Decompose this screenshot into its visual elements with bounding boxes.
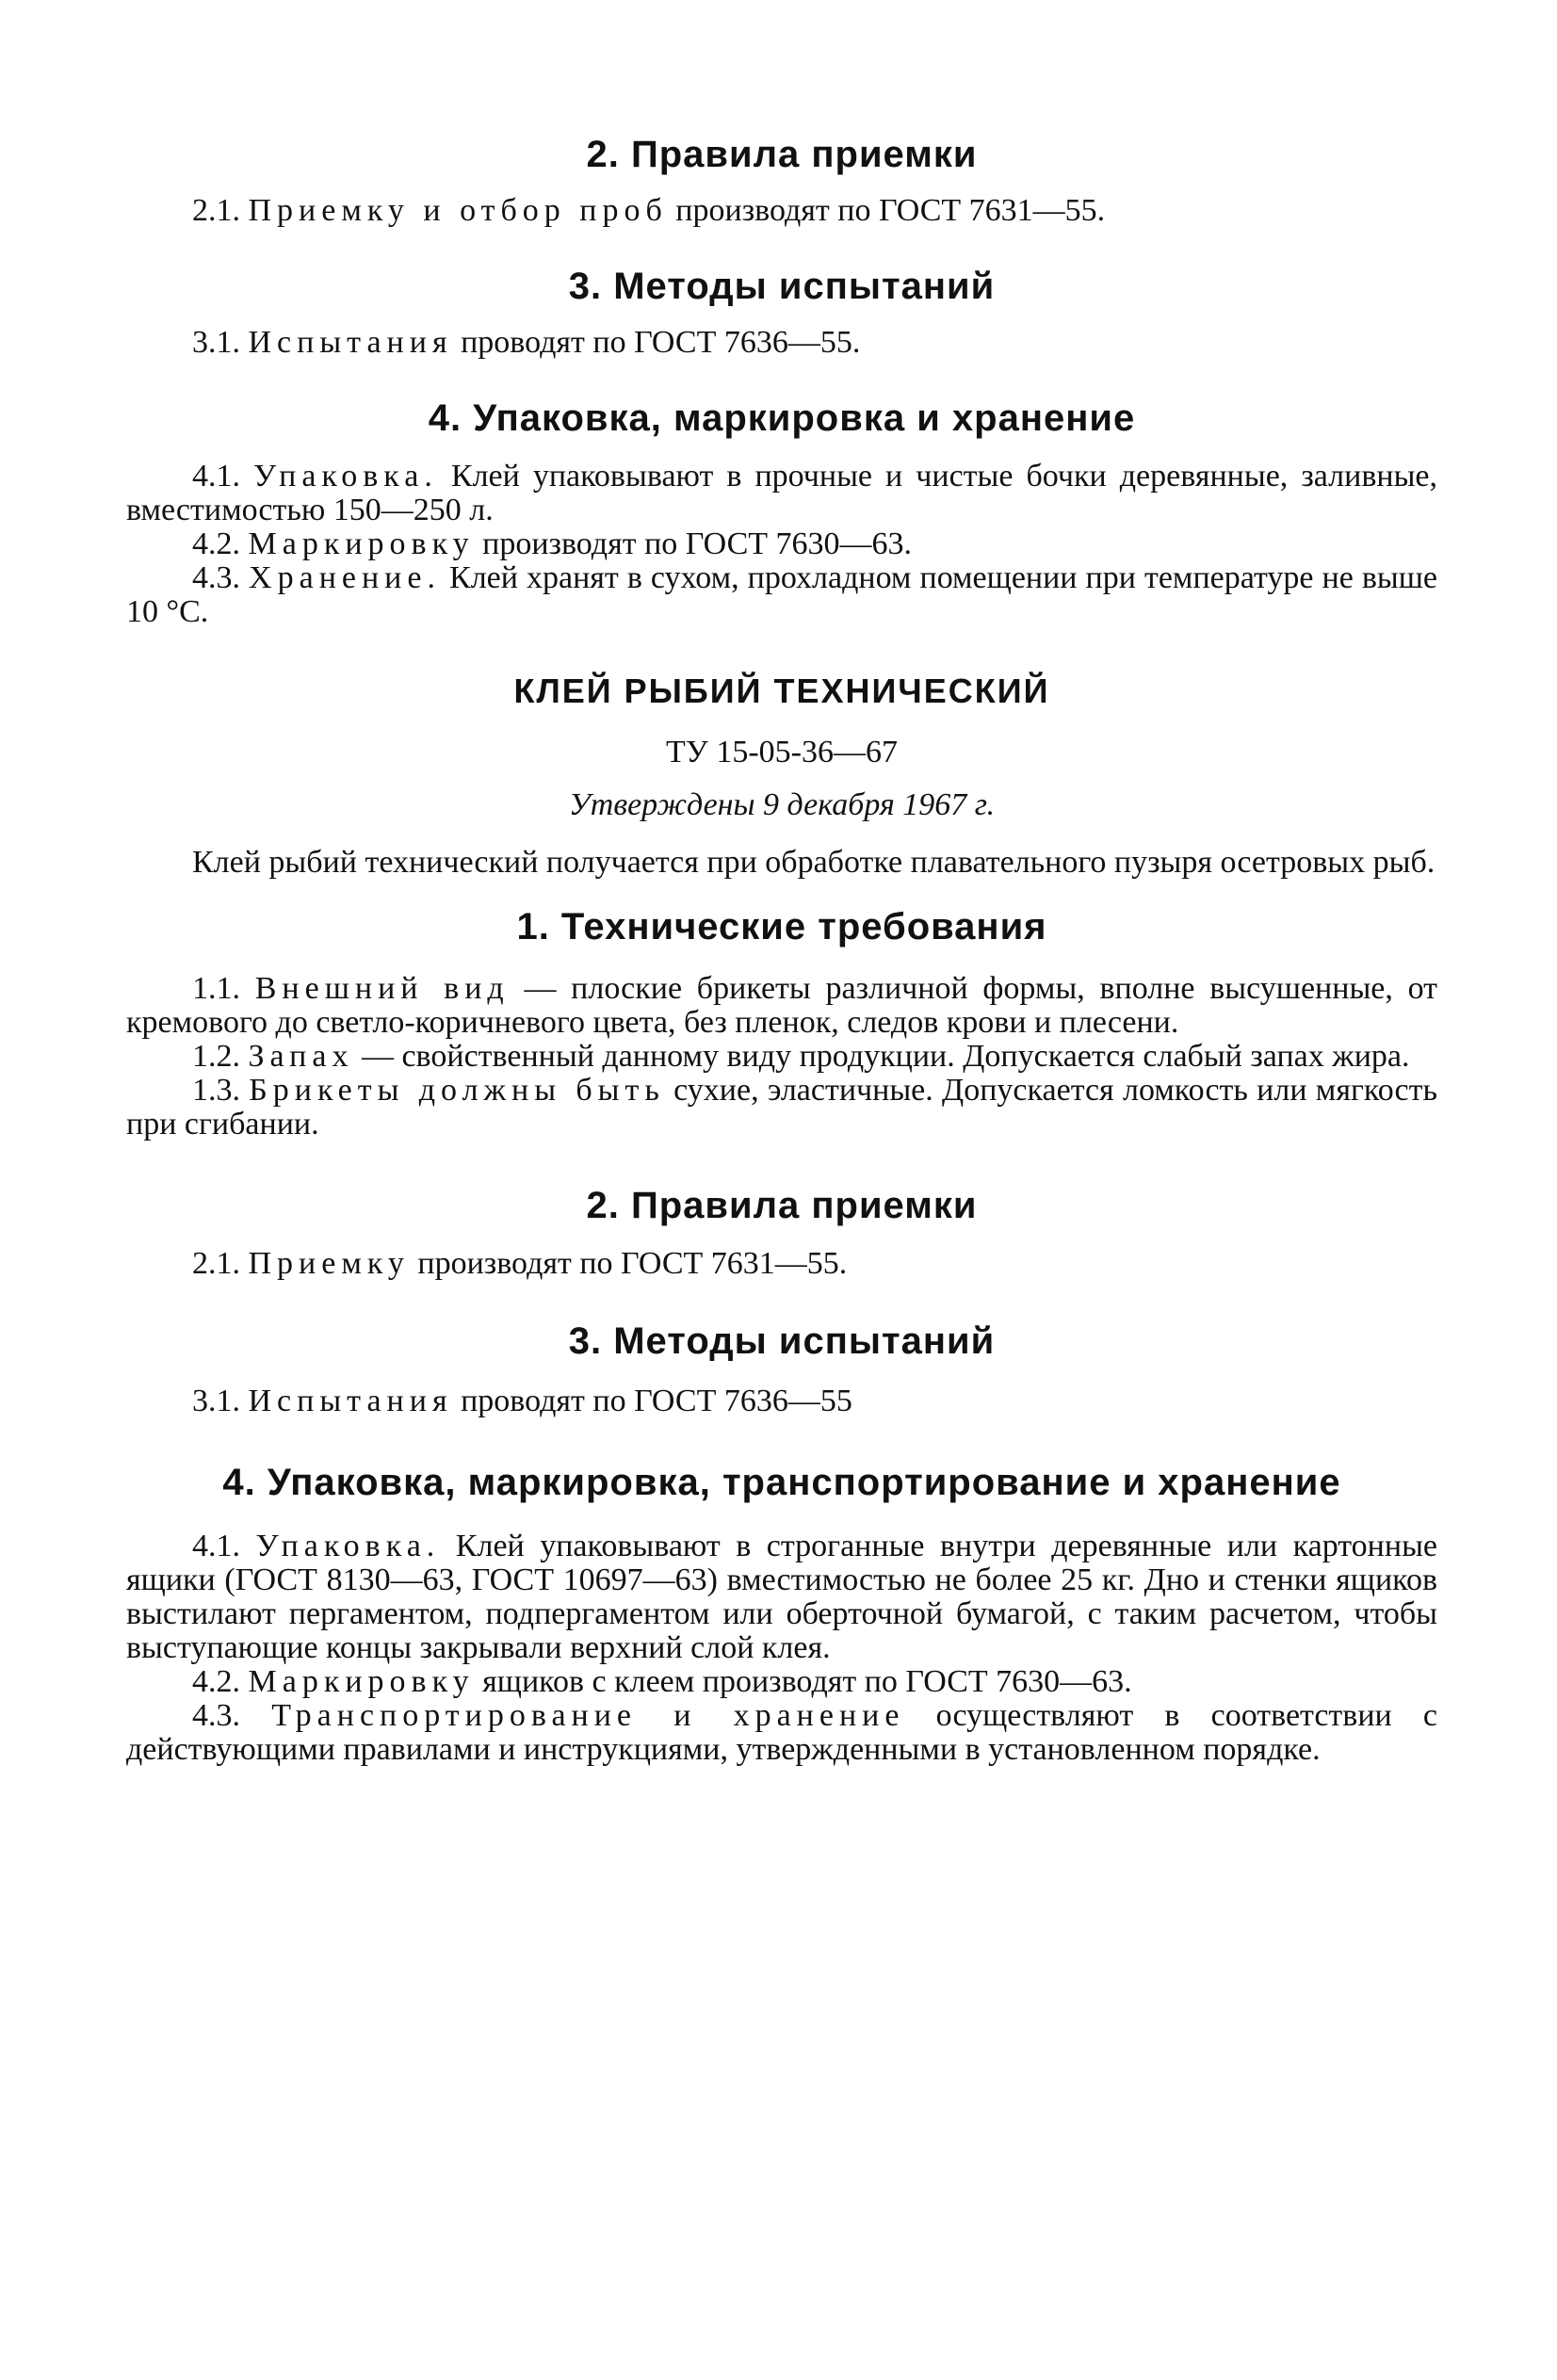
paragraph	[126, 326, 1437, 360]
paragraph-text: осуществляют в соответствии с действующими правилами и инструкциями, утвержденными в установленном порядке.	[126, 1698, 1437, 1767]
section-heading: 3. Методы испытаний	[568, 266, 996, 307]
paragraph-text: ящиков с клеем производят по ГОСТ 7630—63.	[474, 1664, 1132, 1699]
paragraph	[126, 194, 1437, 228]
paragraph	[126, 1040, 1437, 1074]
section-heading: 2. Правила приемки	[586, 134, 978, 175]
paragraph-text: сухие, эластичные. Допускается ломкость или мягкость при сгибании.	[126, 1073, 1437, 1141]
paragraph	[126, 1665, 1437, 1699]
paragraph-text: Клей хранят в сухом, прохладном помещении при температуре не выше 10 °С.	[126, 560, 1437, 629]
paragraph	[126, 1530, 1437, 1665]
section-heading: 3. Методы испытаний	[568, 1320, 996, 1362]
paragraph-number: 1.2.	[192, 1039, 240, 1074]
product-title: КЛЕЙ РЫБИЙ ТЕХНИЧЕСКИЙ	[513, 672, 1050, 710]
paragraph	[126, 972, 1437, 1040]
paragraph-term: Запах	[248, 1039, 354, 1074]
paragraph-number: 4.1.	[192, 1529, 240, 1563]
paragraph-number: 3.1.	[192, 325, 240, 360]
paragraph-term: Упаковка.	[253, 459, 438, 494]
paragraph-text: проводят по ГОСТ 7636—55.	[452, 325, 861, 360]
paragraph-number: 4.3.	[192, 1698, 240, 1733]
paragraph-text: производят по ГОСТ 7630—63.	[474, 526, 913, 561]
paragraph-term: Испытания	[248, 325, 453, 360]
paragraph-number: 3.1.	[192, 1384, 240, 1418]
paragraph-number: 1.1.	[192, 971, 240, 1006]
paragraph-term: Упаковка.	[255, 1529, 441, 1563]
paragraph	[126, 527, 1437, 561]
paragraph-term: Приемку	[248, 1246, 410, 1281]
paragraph-term: Маркировку	[248, 526, 475, 561]
paragraph	[126, 1247, 1437, 1281]
paragraph-term: Брикеты должны быть	[249, 1073, 665, 1108]
spec-code: ТУ 15-05-36—67	[666, 735, 898, 769]
paragraph-text: производят по ГОСТ 7631—55.	[409, 1246, 848, 1281]
paragraph-term: Транспортирование и хранение	[271, 1698, 905, 1733]
paragraph	[126, 460, 1437, 527]
paragraph-term: Приемку и отбор проб	[248, 193, 668, 228]
paragraph-text: — свойственный данному виду продукции. Допускается слабый запах жира.	[353, 1039, 1410, 1074]
paragraph-number: 2.1.	[192, 193, 240, 228]
section-heading: 2. Правила приемки	[586, 1185, 978, 1226]
paragraph	[126, 561, 1437, 629]
paragraph-text: Клей упаковывают в прочные и чистые бочки деревянные, заливные, вместимостью 150—250 л.	[126, 459, 1438, 527]
paragraph-number: 4.1.	[192, 459, 240, 494]
section-heading: 1. Технические требования	[516, 906, 1047, 947]
paragraph-text: производят по ГОСТ 7631—55.	[667, 193, 1106, 228]
paragraph-number: 2.1.	[192, 1246, 240, 1281]
paragraph-text: — плоские брикеты различной формы, вполне высушенные, от кремового до светло-коричневого цвета, без пленок, следов крови и плесени.	[126, 971, 1438, 1040]
paragraph-number: 4.3.	[192, 560, 240, 595]
paragraph-term: Испытания	[248, 1384, 453, 1418]
paragraph-term: Хранение.	[249, 560, 441, 595]
paragraph-number: 4.2.	[192, 1664, 240, 1699]
paragraph	[126, 1384, 1437, 1418]
paragraph-text: Клей упаковывают в строганные внутри деревянные или картонные ящики (ГОСТ 8130—63, ГОСТ 10697—63) вместимостью не более 25 кг. Дно и стенки ящиков выстилают пергаментом, подпергаментом или оберточной бумагой, с таким расчетом, чтобы выступающие концы закрывали верхний слой клея.	[126, 1529, 1437, 1665]
paragraph-number: 4.2.	[192, 526, 240, 561]
paragraph-term: Маркировку	[248, 1664, 475, 1699]
approval-date: Утверждены 9 декабря 1967 г.	[568, 787, 996, 822]
paragraph	[126, 1699, 1437, 1767]
paragraph	[126, 1074, 1437, 1141]
section-heading: 4. Упаковка, маркировка, транспортирование и хранение	[222, 1462, 1341, 1503]
paragraph-text: проводят по ГОСТ 7636—55	[452, 1384, 852, 1418]
paragraph-number: 1.3.	[192, 1073, 240, 1108]
section-heading: 4. Упаковка, маркировка и хранение	[428, 397, 1136, 439]
product-intro: Клей рыбий технический получается при обработке плавательного пузыря осетровых рыб.	[192, 845, 1435, 880]
document-page	[126, 132, 1437, 1767]
paragraph-term: Внешний вид	[254, 971, 510, 1006]
